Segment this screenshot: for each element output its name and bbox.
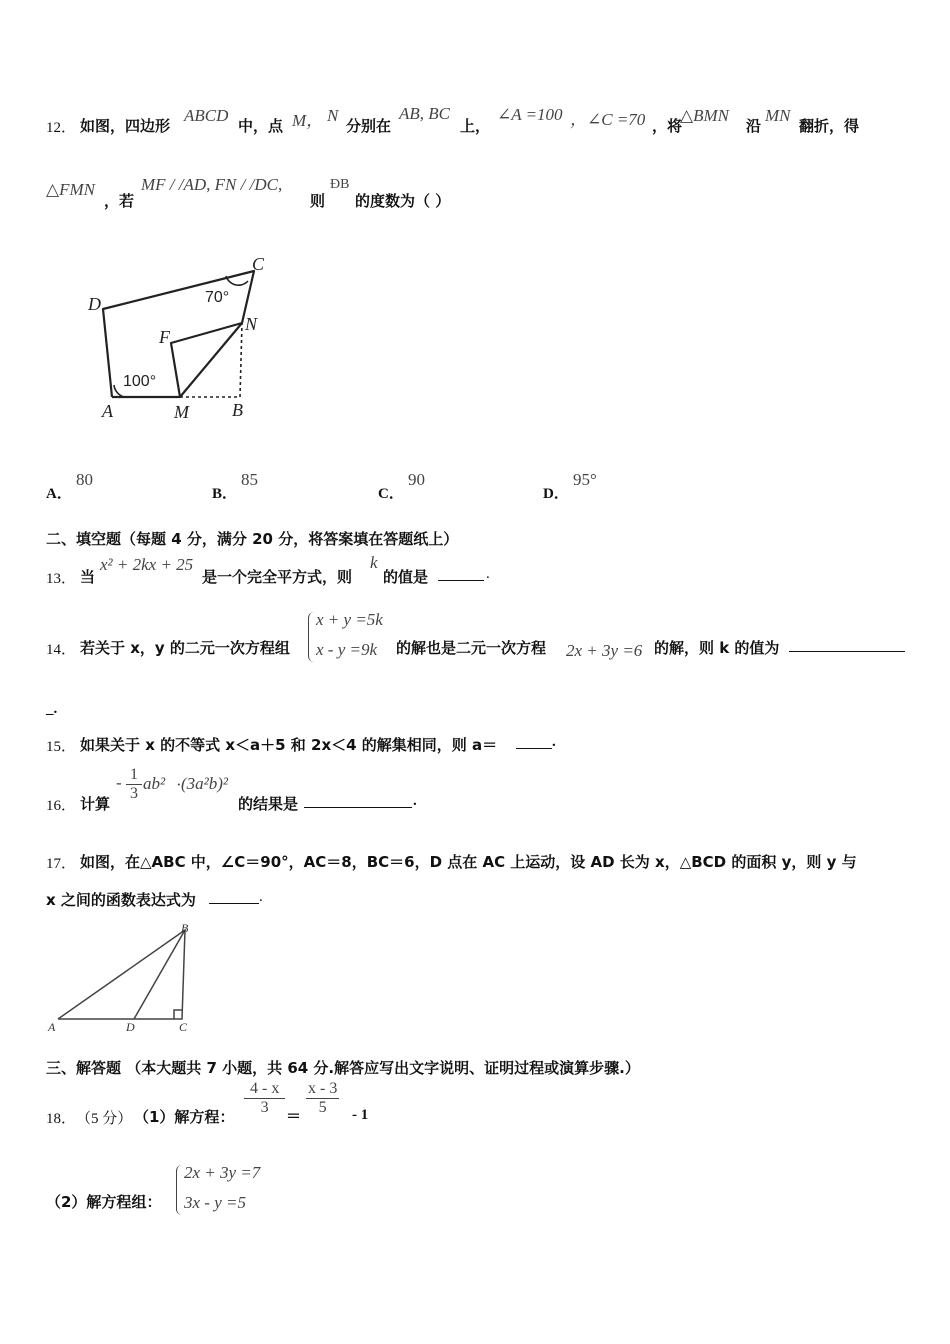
q12-text-7: 翻折，得 [799,117,860,135]
triangle-abc [58,930,185,1019]
q18-frac-right-den: 5 [318,1099,327,1116]
q16-period: . [413,793,417,809]
q17-triangle-figure [40,920,210,1040]
q17-line-2: x 之间的函数表达式为 [46,891,196,909]
q18-equals: ＝ [286,1107,302,1125]
q13-math-k: k [370,553,378,572]
q16-text-2: 的结果是 [238,795,299,813]
q16-fraction [126,766,142,803]
q18-part-2-label: （2）解方程组： [46,1193,162,1211]
q12-math-abbc: AB, BC [399,104,450,123]
label-d: D [88,294,101,314]
q13-answer-blank[interactable] [438,566,484,585]
label-b: B [232,400,243,420]
q17-answer-blank[interactable] [209,889,259,908]
q18-fraction-right [306,1080,339,1117]
option-b-letter[interactable]: B． [212,486,238,502]
q14-equation-3: 2x + 3y =6 [566,641,643,660]
q15-answer-blank[interactable] [516,734,552,753]
q12-text-2: 中，点 [238,117,284,135]
q12-text-9: 则 [310,192,326,210]
label-n: N [245,314,258,334]
label-c: C [252,254,265,274]
q16-frac-numerator: 1 [126,766,142,785]
q16-frac-denominator: 3 [130,785,138,802]
q18-tail: - 1 [352,1107,369,1123]
q12-text-3: 分别在 [346,117,392,135]
q12-number: 12． [46,120,77,136]
q12-math-fmn: △FMN [46,180,95,199]
q12-math-n: N [327,106,339,125]
label-a: A [48,1020,56,1034]
q14-answer-blank[interactable] [789,637,905,656]
q12-angle-a: ∠A =100 [497,105,563,124]
label-c: C [179,1020,188,1034]
q13-number: 13． [46,571,77,587]
q16-ab2: ab² [143,774,166,793]
label-b: B [181,921,189,935]
option-c-value: 90 [408,470,425,489]
option-d-letter[interactable]: D． [543,486,569,502]
q12-math-bmn: △BMN [680,106,729,125]
q18-part-1-label: （1）解方程： [134,1108,235,1126]
option-b-value: 85 [241,470,258,489]
q18-frac-right-num: x - 3 [308,1080,338,1097]
label-m: M [174,402,189,422]
q14-equation-1: x + y =5k [316,610,383,629]
q12-math-mn: MN [765,106,791,125]
q12-text-5: ，将 [652,117,683,135]
q12-condition: MF / /AD, FN / /DC, [141,175,283,194]
q15-text: 如果关于 x 的不等式 x＜a＋5 和 2x＜4 的解集相同，则 a＝ [80,736,498,754]
q12-text-8: ，若 [104,192,135,210]
q13-text-2: 是一个完全平方式，则 [202,568,353,586]
right-angle-marker [174,1010,182,1019]
q18-system-brace [176,1165,183,1215]
q12-angle-b: ÐB [330,177,350,192]
q12-text-6: 沿 [746,117,762,135]
q15-period: . [552,734,556,750]
label-d: D [126,1020,135,1034]
q17-number: 17． [46,856,77,872]
q16-answer-blank[interactable] [304,793,412,812]
q17-period: . [259,889,263,905]
q18-number: 18． [46,1111,77,1127]
q18-fraction-left [244,1080,285,1117]
q14-text-2: 的解也是二元一次方程 [396,639,547,657]
dashed-bn [240,323,242,397]
q18-points: （5 分） [76,1111,133,1127]
option-a-value: 80 [76,470,93,489]
q16-text-1: 计算 [80,795,111,813]
q15-number: 15． [46,739,77,755]
label-angle-100: 100° [123,373,157,390]
option-a-letter[interactable]: A． [46,486,72,502]
q14-continuation: _. [46,701,58,717]
q17-line-1: 如图，在△ABC 中，∠C＝90°，AC＝8，BC＝6，D 点在 AC 上运动，设 AD 长为 x，△BCD 的面积 y，则 y 与 [80,853,857,871]
q18-frac-left-num: 4 - x [244,1080,285,1099]
q12-text-4: 上， [460,117,491,135]
q14-text-3: 的解，则 k 的值为 [654,639,780,657]
section-3-heading: 三、解答题 （本大题共 7 小题，共 64 分.解答应写出文字说明、证明过程或演算步骤.） [46,1059,640,1077]
q16-number: 16． [46,798,77,814]
option-c-letter[interactable]: C． [378,486,404,502]
option-d-value: 95° [573,470,597,489]
q18-system-eq-1: 2x + 3y =7 [184,1163,261,1182]
q13-text-3: 的值是 [383,568,429,586]
q18-system-eq-2: 3x - y =5 [184,1193,246,1212]
q14-equation-2: x - y =9k [316,640,378,659]
q12-math-m: M， [292,111,324,130]
q18-frac-left-den: 3 [260,1099,269,1116]
q12-angle-c: ，∠C =70 [570,110,646,129]
q14-system-brace [308,612,315,662]
q14-number: 14． [46,642,77,658]
q13-text-1: 当 [80,568,96,586]
label-a: A [102,401,113,421]
q14-text-1: 若关于 x，y 的二元一次方程组 [80,639,290,657]
q12-text-1: 如图，四边形 [80,117,171,135]
q12-quadrilateral-figure [80,250,300,430]
q16-minus: - [116,773,122,792]
label-angle-70: 70° [205,289,230,306]
q12-math-abcd: ABCD [184,106,229,125]
q16-paren-term: (3a²b)² [181,774,229,793]
section-2-heading: 二、填空题（每题 4 分，满分 20 分，将答案填在答题纸上） [46,530,459,548]
label-f: F [159,327,170,347]
q16-dot: · [176,775,182,794]
q12-text-10: 的度数为（ ） [355,192,451,210]
q13-expression: x² + 2kx + 25 [100,555,194,574]
segment-bd [134,930,185,1019]
q13-period: . [486,566,490,582]
